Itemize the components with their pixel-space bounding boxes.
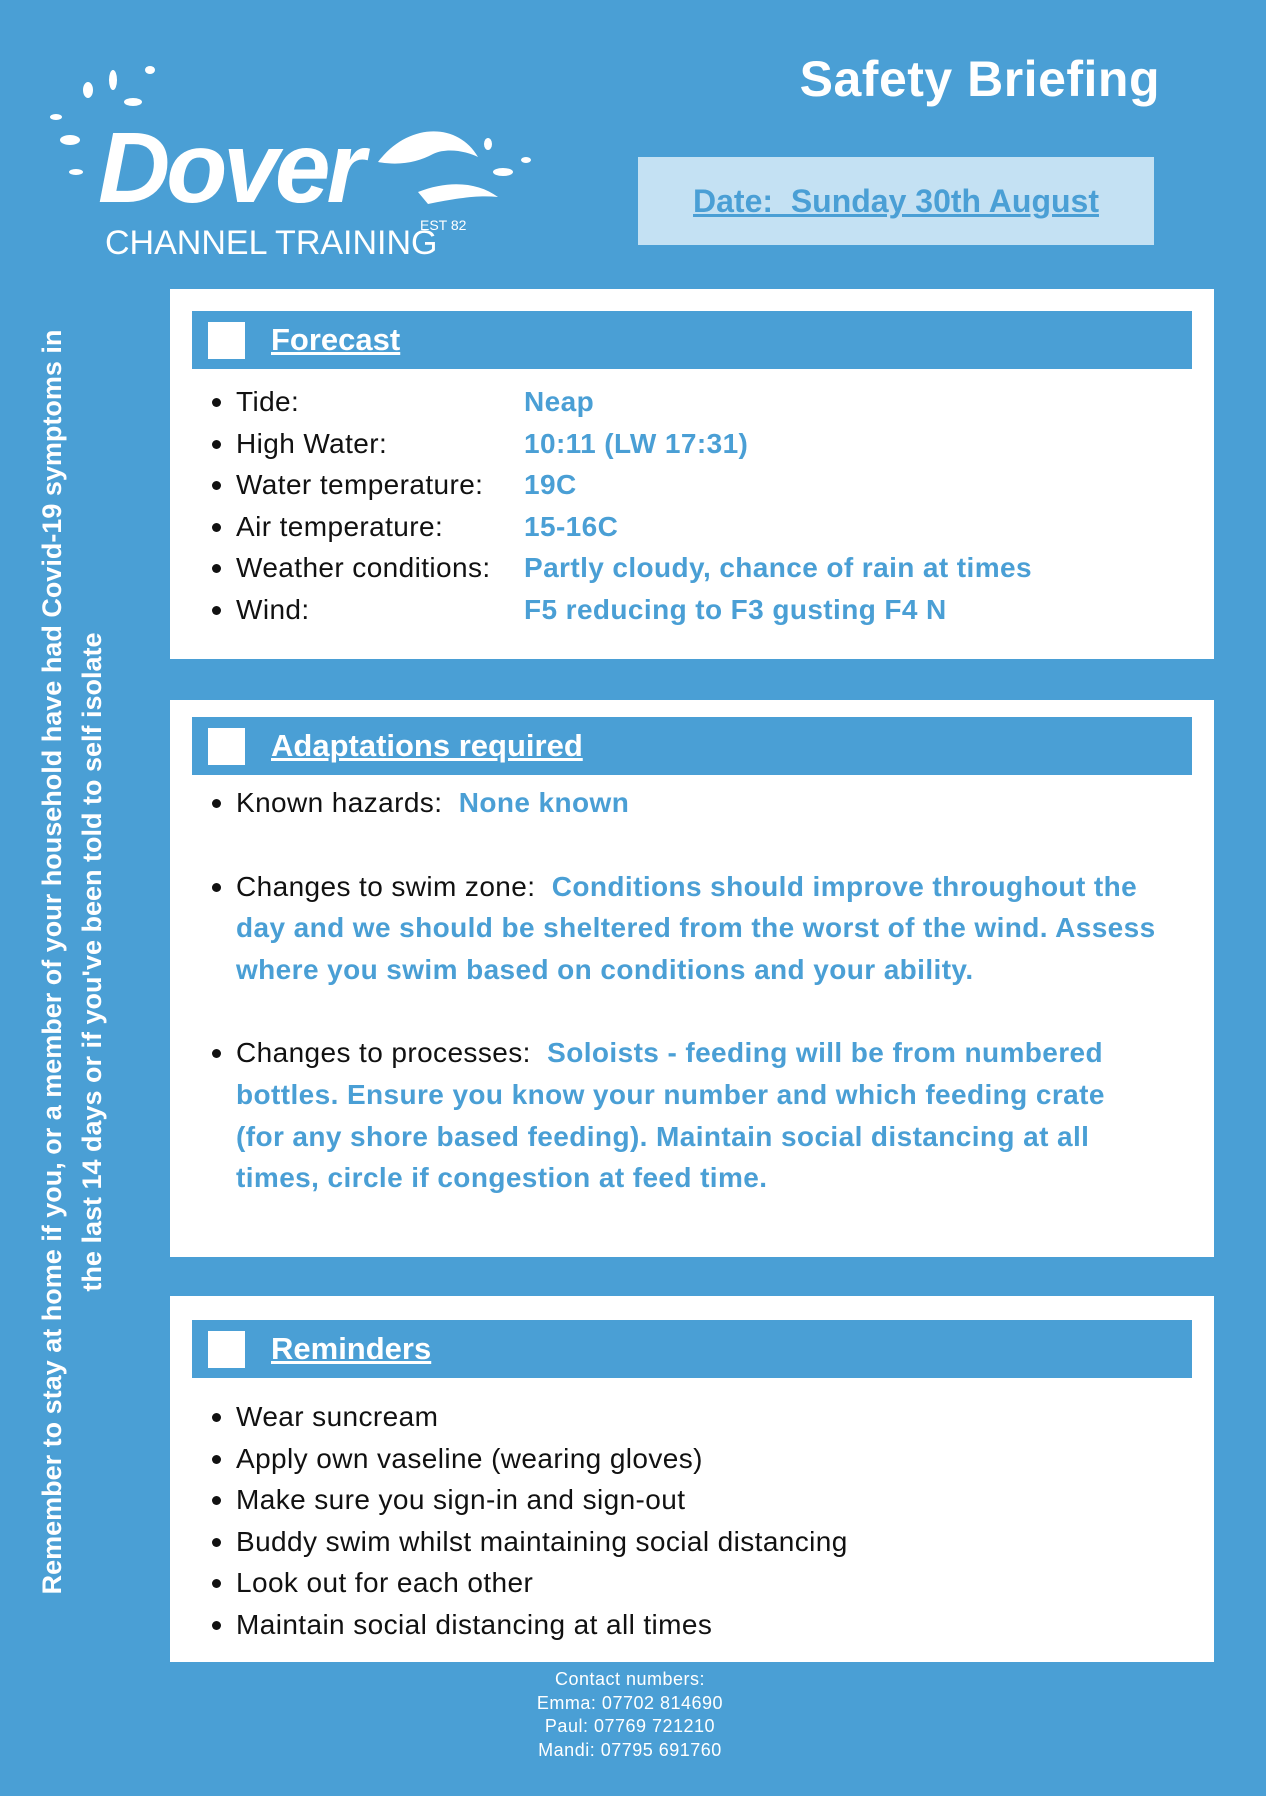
contact-footer: [430, 1668, 830, 1762]
list-item: [210, 782, 1194, 824]
forecast-label: Wind:: [236, 593, 310, 625]
forecast-label: Tide:: [236, 386, 300, 417]
brand-established: EST 82: [420, 217, 467, 233]
reminders-list: [210, 1396, 1194, 1646]
reminders-header: [192, 1320, 1192, 1378]
contact-heading: Contact numbers:: [554, 1669, 706, 1689]
list-item: Wear suncream: [210, 1396, 1194, 1438]
forecast-header: [192, 311, 1192, 369]
forecast-heading: Forecast: [271, 322, 401, 357]
splash-swimmer-icon: [48, 62, 548, 262]
contact-line: Paul: 07769 721210: [544, 1716, 716, 1736]
list-item: Apply own vaseline (wearing gloves): [210, 1438, 1194, 1480]
dover-logo: [48, 62, 548, 262]
list-item: Buddy swim whilst maintaining social distancing: [210, 1521, 1194, 1563]
forecast-label: Air temperature:: [236, 510, 444, 542]
forecast-label: High Water:: [236, 427, 388, 459]
forecast-list: [210, 381, 1194, 630]
adaptation-value: Soloists - feeding will be from numbered bottles. Ensure you know your number and which feeding crate (for any shore based feeding). Maintain social distancing at all times, circle if congestion at feed time.: [236, 1037, 1105, 1194]
contact-line: Mandi: 07795 691760: [538, 1739, 722, 1760]
list-item: [210, 866, 1194, 991]
reminders-panel: [170, 1296, 1214, 1662]
list-item: Maintain social distancing at all times: [210, 1604, 1194, 1646]
list-item: [210, 589, 1194, 631]
adaptation-label: Changes to swim zone:: [236, 870, 536, 902]
adaptations-panel: [170, 700, 1214, 1257]
adaptations-header: [192, 717, 1192, 775]
covid-notice: Remember to stay at home if you, or a member of your household have had Covid-19 symptoms in the last 14 days or if you've been told to self isolate: [37, 329, 107, 1595]
adaptation-label: Known hazards:: [236, 787, 443, 818]
adaptation-label: Changes to processes:: [236, 1037, 531, 1069]
list-item: [210, 423, 1194, 465]
list-item: Make sure you sign-in and sign-out: [210, 1479, 1194, 1521]
list-item: [210, 1032, 1194, 1198]
forecast-label: Weather conditions:: [236, 552, 491, 583]
forecast-value: Partly cloudy, chance of rain at times: [524, 552, 1032, 583]
forecast-panel: [170, 289, 1214, 659]
list-item: [210, 381, 1194, 423]
checkbox-icon: [208, 322, 245, 359]
brand-subtitle: CHANNEL TRAINING: [105, 224, 438, 262]
forecast-value: 19C: [524, 469, 577, 500]
date-text: Date: Sunday 30th August: [693, 182, 1099, 219]
checkbox-icon: [208, 728, 245, 765]
forecast-value: 10:11 (LW 17:31): [524, 427, 749, 459]
page-title: Safety Briefing: [799, 51, 1160, 107]
checkbox-icon: [208, 1331, 245, 1368]
list-item: Look out for each other: [210, 1562, 1194, 1604]
date-box: [638, 157, 1154, 245]
forecast-value: 15-16C: [524, 510, 619, 542]
list-item: [210, 547, 1194, 589]
list-item: [210, 506, 1194, 548]
forecast-value: Neap: [524, 386, 595, 417]
reminders-heading: Reminders: [271, 1331, 432, 1366]
adaptations-heading: Adaptations required: [271, 728, 583, 763]
adaptations-list: [210, 782, 1194, 1199]
contact-line: Emma: 07702 814690: [536, 1692, 724, 1713]
adaptation-value: None known: [458, 787, 630, 818]
adaptation-value: Conditions should improve throughout the day and we should be sheltered from the worst of the wind. Assess where you swim based on conditions and your ability.: [236, 870, 1156, 985]
list-item: [210, 464, 1194, 506]
forecast-label: Water temperature:: [236, 469, 484, 500]
forecast-value: F5 reducing to F3 gusting F4 N: [524, 593, 947, 625]
brand-name: Dover: [98, 112, 362, 224]
